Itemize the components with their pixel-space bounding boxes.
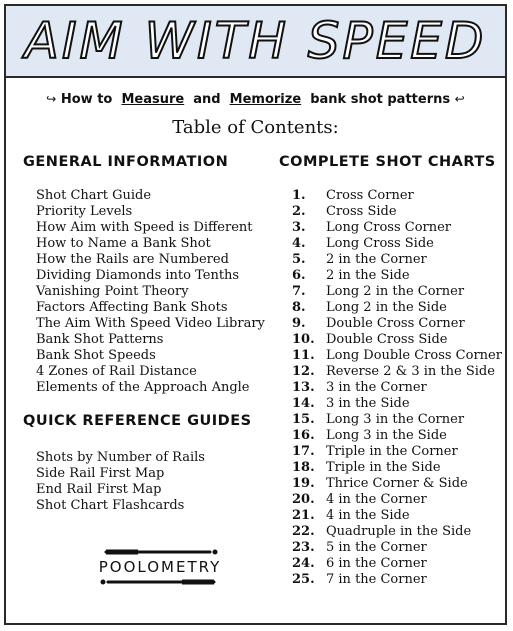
- shot-chart-item[interactable]: [292, 332, 502, 348]
- shot-chart-item[interactable]: [292, 428, 502, 444]
- shot-chart-number: 5.: [292, 252, 306, 267]
- toc-item[interactable]: Factors Affecting Bank Shots: [36, 300, 228, 315]
- toc-item[interactable]: Dividing Diamonds into Tenths: [36, 268, 240, 283]
- shot-chart-number: 24.: [292, 556, 315, 571]
- toc-item[interactable]: Priority Levels: [36, 204, 133, 219]
- toc-item[interactable]: Elements of the Approach Angle: [36, 380, 250, 395]
- shot-charts-list: [292, 188, 502, 588]
- shot-chart-label: 3 in the Corner: [326, 380, 427, 395]
- shot-chart-label: 2 in the Side: [326, 268, 410, 283]
- shot-chart-label: Thrice Corner & Side: [326, 476, 468, 491]
- shot-chart-label: 7 in the Corner: [326, 572, 427, 587]
- shot-chart-number: 2.: [292, 204, 306, 219]
- subtitle-suffix: bank shot patterns: [310, 92, 451, 107]
- toc-item[interactable]: Shot Chart Flashcards: [36, 498, 185, 513]
- general-information-list: [36, 188, 265, 396]
- toc-item[interactable]: 4 Zones of Rail Distance: [36, 364, 197, 379]
- arrow-left-icon: ↩: [454, 92, 465, 106]
- toc-item[interactable]: Side Rail First Map: [36, 466, 165, 481]
- poolometry-logo: [98, 534, 222, 594]
- shot-chart-item[interactable]: [292, 556, 502, 572]
- shot-chart-number: 25.: [292, 572, 315, 587]
- toc-title: Table of Contents:: [172, 117, 339, 138]
- shot-chart-label: Triple in the Side: [326, 460, 441, 475]
- subtitle-prefix: How to: [60, 92, 113, 107]
- shot-chart-item[interactable]: [292, 444, 502, 460]
- toc-item[interactable]: Vanishing Point Theory: [36, 284, 189, 299]
- shot-chart-label: Cross Side: [326, 204, 397, 219]
- toc-item[interactable]: Bank Shot Speeds: [36, 348, 156, 363]
- shot-chart-item[interactable]: [292, 316, 502, 332]
- shot-chart-number: 19.: [292, 476, 315, 491]
- shot-chart-number: 7.: [292, 284, 306, 299]
- shot-chart-label: Reverse 2 & 3 in the Side: [326, 364, 495, 379]
- toc-item[interactable]: End Rail First Map: [36, 482, 162, 497]
- shot-chart-label: 6 in the Corner: [326, 556, 427, 571]
- shot-chart-number: 23.: [292, 540, 315, 555]
- shot-chart-number: 6.: [292, 268, 306, 283]
- arrow-right-icon: ↪: [46, 92, 57, 106]
- quick-reference-list: [36, 450, 205, 514]
- shot-chart-item[interactable]: [292, 476, 502, 492]
- logo-text: POOLOMETRY: [98, 558, 222, 576]
- shot-chart-number: 9.: [292, 316, 306, 331]
- shot-chart-item[interactable]: [292, 460, 502, 476]
- shot-chart-item[interactable]: [292, 252, 502, 268]
- general-information-heading: GENERAL INFORMATION: [23, 154, 229, 170]
- shot-chart-number: 8.: [292, 300, 306, 315]
- shot-chart-number: 16.: [292, 428, 315, 443]
- toc-item[interactable]: The Aim With Speed Video Library: [36, 316, 265, 331]
- title-banner: [6, 6, 505, 78]
- shot-chart-label: 5 in the Corner: [326, 540, 427, 555]
- shot-chart-number: 22.: [292, 524, 315, 539]
- shot-chart-item[interactable]: [292, 540, 502, 556]
- shot-chart-number: 21.: [292, 508, 315, 523]
- subtitle-and: and: [193, 92, 221, 107]
- shot-chart-label: Double Cross Side: [326, 332, 448, 347]
- shot-chart-number: 15.: [292, 412, 315, 427]
- shot-chart-item[interactable]: [292, 220, 502, 236]
- shot-chart-label: Long Cross Side: [326, 236, 434, 251]
- shot-chart-item[interactable]: [292, 300, 502, 316]
- subtitle-memorize: Memorize: [229, 92, 302, 107]
- shot-chart-number: 11.: [292, 348, 315, 363]
- shot-chart-item[interactable]: [292, 364, 502, 380]
- shot-chart-label: 2 in the Corner: [326, 252, 427, 267]
- shot-chart-number: 14.: [292, 396, 315, 411]
- shot-chart-item[interactable]: [292, 284, 502, 300]
- toc-item[interactable]: Shot Chart Guide: [36, 188, 152, 203]
- shot-chart-item[interactable]: [292, 348, 502, 364]
- shot-chart-item[interactable]: [292, 204, 502, 220]
- shot-chart-label: Long 2 in the Corner: [326, 284, 465, 299]
- shot-chart-label: Quadruple in the Side: [326, 524, 472, 539]
- shot-chart-item[interactable]: [292, 268, 502, 284]
- shot-chart-number: 17.: [292, 444, 315, 459]
- toc-item[interactable]: How the Rails are Numbered: [36, 252, 229, 267]
- shot-chart-label: 3 in the Side: [326, 396, 410, 411]
- shot-chart-number: 10.: [292, 332, 315, 347]
- shot-chart-item[interactable]: [292, 412, 502, 428]
- shot-chart-item[interactable]: [292, 524, 502, 540]
- shot-chart-label: Long 2 in the Side: [326, 300, 447, 315]
- toc-item[interactable]: Shots by Number of Rails: [36, 450, 205, 465]
- shot-chart-label: Long Cross Corner: [326, 220, 452, 235]
- shot-chart-item[interactable]: [292, 492, 502, 508]
- shot-chart-number: 3.: [292, 220, 306, 235]
- shot-chart-label: 4 in the Side: [326, 508, 410, 523]
- document-page: [4, 4, 507, 625]
- shot-chart-label: Cross Corner: [326, 188, 414, 203]
- shot-chart-number: 1.: [292, 188, 306, 203]
- toc-item[interactable]: How to Name a Bank Shot: [36, 236, 211, 251]
- shot-chart-number: 13.: [292, 380, 315, 395]
- shot-chart-number: 4.: [292, 236, 306, 251]
- shot-chart-item[interactable]: [292, 188, 502, 204]
- page-title: AIM WITH SPEED: [24, 12, 487, 70]
- quick-reference-heading: QUICK REFERENCE GUIDES: [23, 413, 252, 429]
- subtitle-measure: Measure: [121, 92, 185, 107]
- shot-chart-number: 20.: [292, 492, 315, 507]
- shot-chart-item[interactable]: [292, 572, 502, 588]
- complete-shot-charts-heading: COMPLETE SHOT CHARTS: [279, 154, 496, 170]
- shot-chart-label: 4 in the Corner: [326, 492, 427, 507]
- shot-chart-label: Triple in the Corner: [326, 444, 458, 459]
- shot-chart-label: Long Double Cross Corner: [326, 348, 502, 363]
- toc-item[interactable]: How Aim with Speed is Different: [36, 220, 253, 235]
- shot-chart-number: 12.: [292, 364, 315, 379]
- shot-chart-label: Double Cross Corner: [326, 316, 465, 331]
- subtitle: [6, 92, 505, 107]
- shot-chart-item[interactable]: [292, 380, 502, 396]
- shot-chart-number: 18.: [292, 460, 315, 475]
- shot-chart-label: Long 3 in the Side: [326, 428, 447, 443]
- shot-chart-label: Long 3 in the Corner: [326, 412, 465, 427]
- toc-item[interactable]: Bank Shot Patterns: [36, 332, 164, 347]
- shot-chart-item[interactable]: [292, 508, 502, 524]
- shot-chart-item[interactable]: [292, 396, 502, 412]
- shot-chart-item[interactable]: [292, 236, 502, 252]
